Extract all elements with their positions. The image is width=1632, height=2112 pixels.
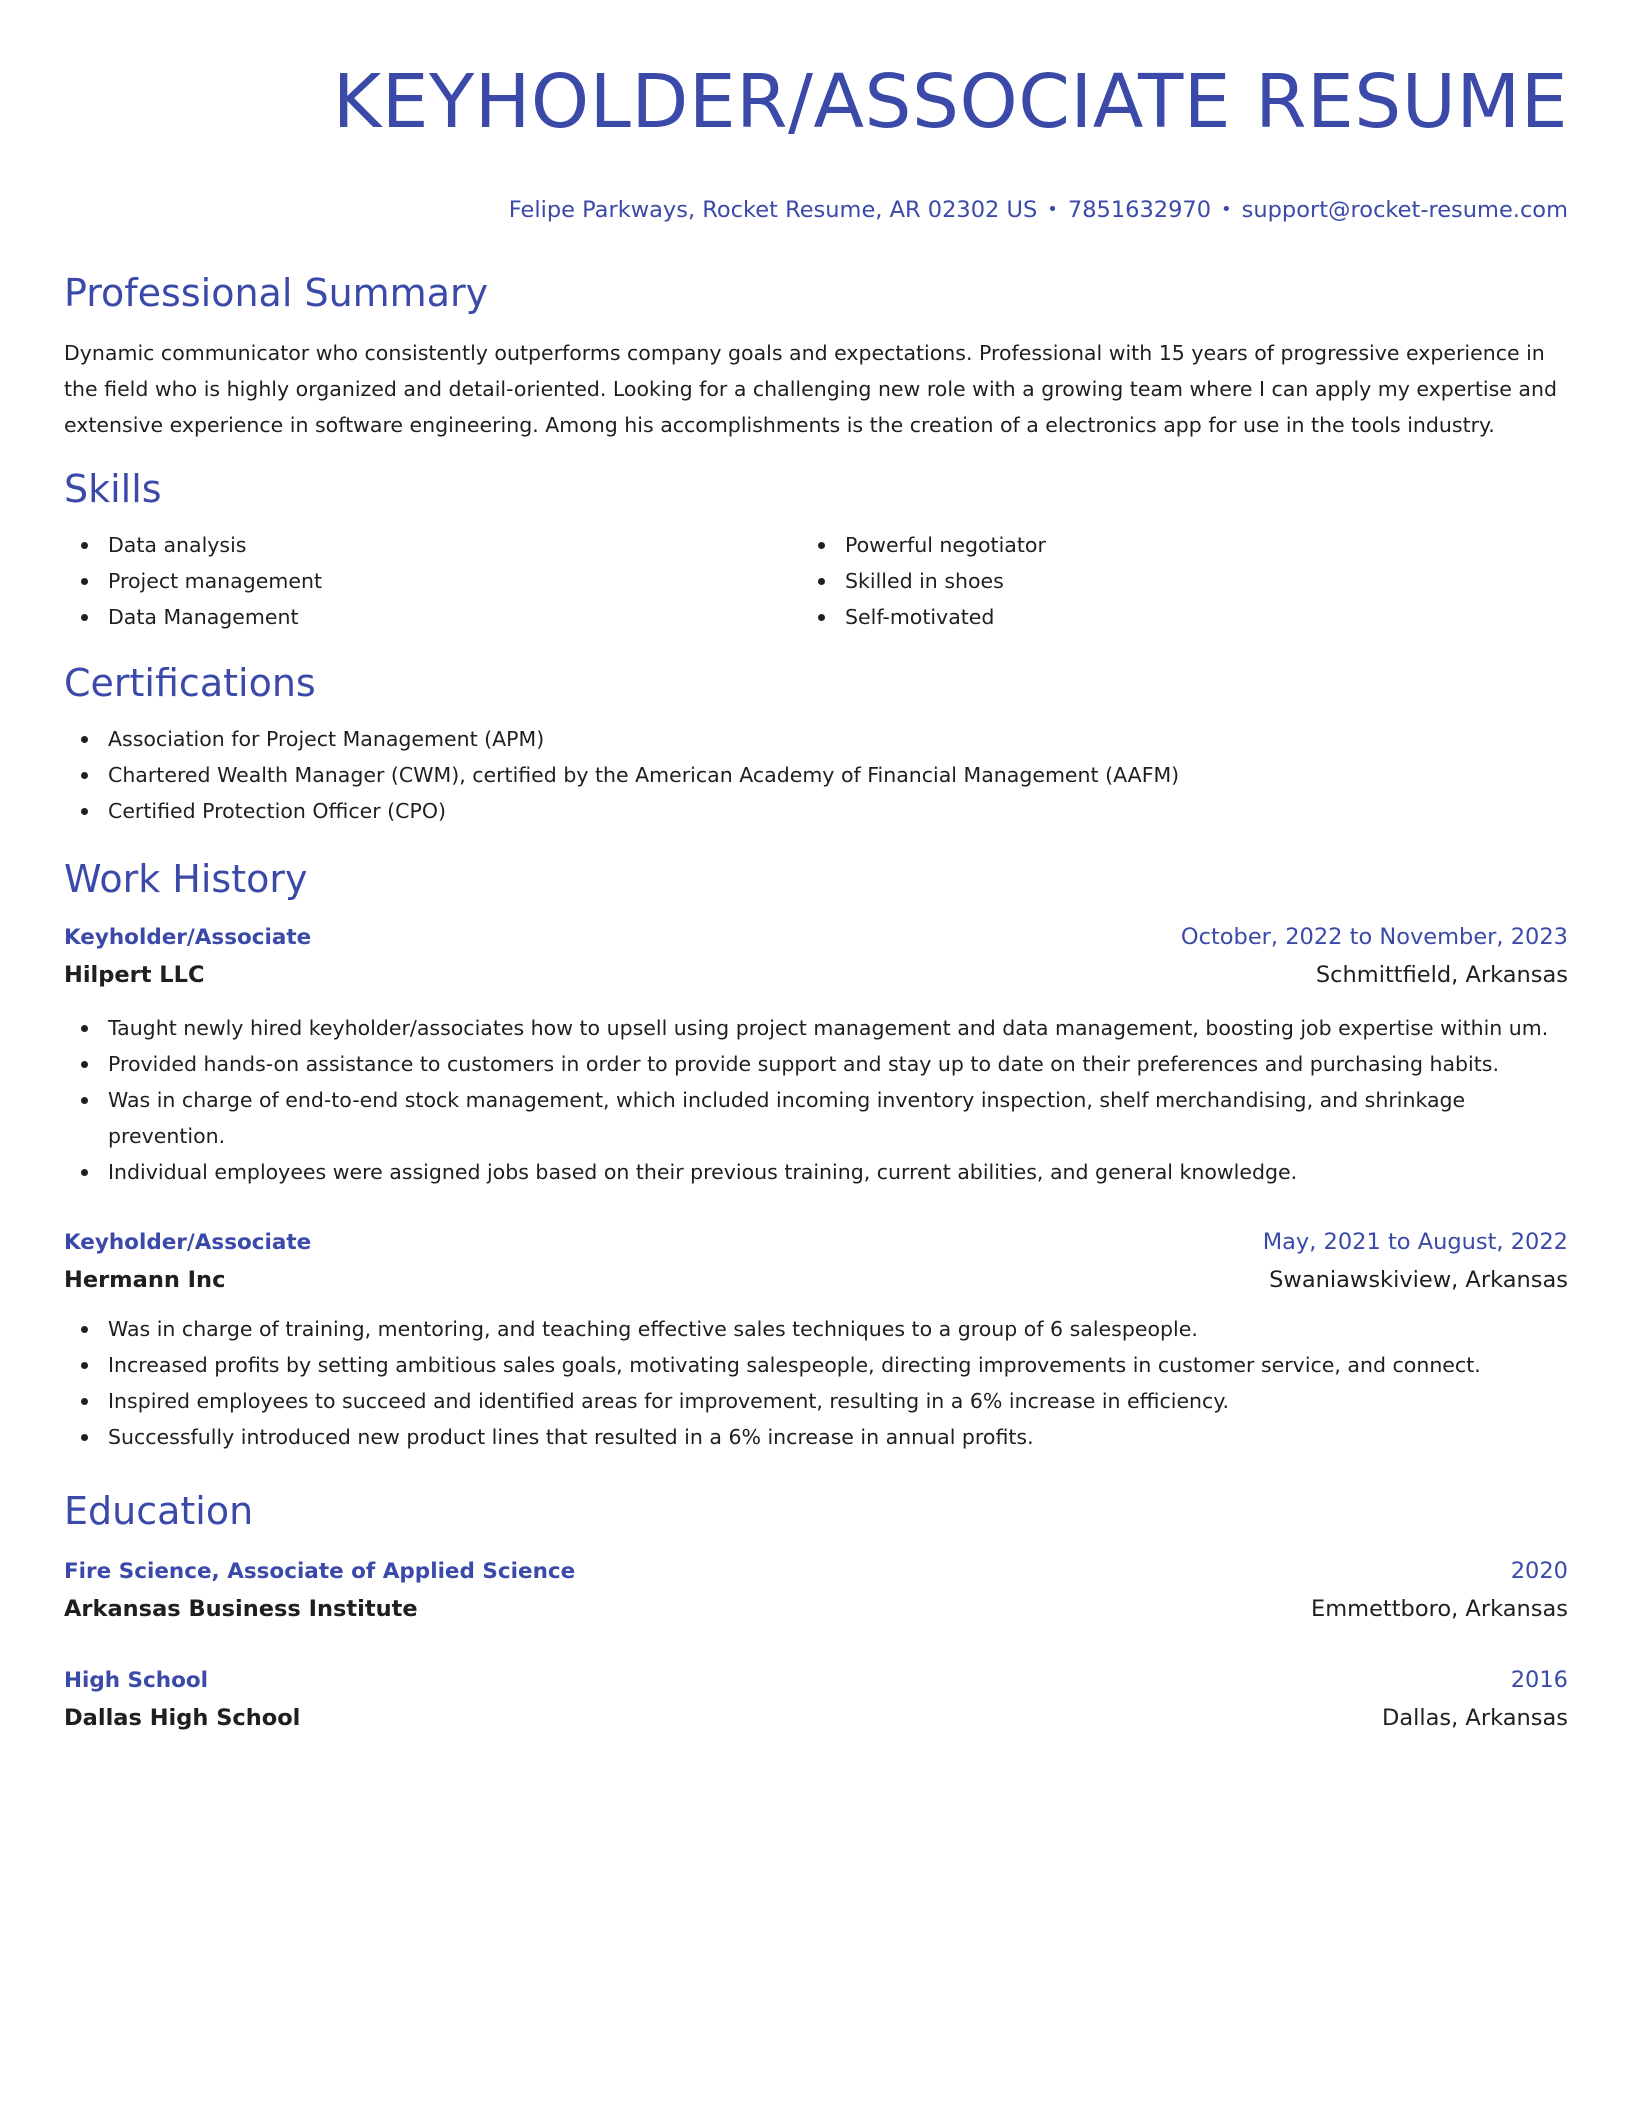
- job-header-row: [64, 1224, 1568, 1261]
- job-bullet-list: [64, 1311, 1568, 1455]
- job-company: Hermann Inc: [64, 1267, 226, 1293]
- contact-separator: •: [1047, 199, 1058, 220]
- job-dates: October, 2022 to November, 2023: [1180, 924, 1568, 950]
- job-dates: May, 2021 to August, 2022: [1262, 1229, 1568, 1255]
- certification-item: Association for Project Management (APM): [64, 721, 1568, 757]
- education-location: Emmettboro, Arkansas: [1311, 1596, 1568, 1622]
- education-entry: [64, 1553, 1568, 1628]
- section-title-education: Education: [64, 1489, 254, 1533]
- education-entry: [64, 1662, 1568, 1737]
- section-title-professional-summary: Professional Summary: [64, 271, 489, 315]
- job-location: Swaniawskiview, Arkansas: [1269, 1267, 1568, 1293]
- education-header-row: [64, 1553, 1568, 1590]
- skills-list-right: [801, 527, 1568, 635]
- job-role: Keyholder/Associate: [64, 1230, 312, 1255]
- education-header-row: [64, 1662, 1568, 1699]
- education-school: Dallas High School: [64, 1705, 301, 1731]
- job-location: Schmittfield, Arkansas: [1315, 962, 1568, 988]
- contact-line: [64, 195, 1568, 225]
- section-title-work-history: Work History: [64, 857, 308, 901]
- job-bullet: Was in charge of training, mentoring, and teaching effective sales techniques to a group of 6 salespeople.: [64, 1311, 1568, 1347]
- job-bullet: Successfully introduced new product lines that resulted in a 6% increase in annual profits.: [64, 1419, 1568, 1455]
- education-year: 2016: [1510, 1667, 1568, 1693]
- education-degree: High School: [64, 1668, 208, 1693]
- section-title-skills: Skills: [64, 467, 162, 511]
- education-location: Dallas, Arkansas: [1382, 1705, 1568, 1731]
- resume-header: [64, 56, 1568, 225]
- job-entry: [64, 919, 1568, 1190]
- skills-list-left: [64, 527, 801, 635]
- certification-item: Chartered Wealth Manager (CWM), certified by the American Academy of Financial Management (AAFM): [64, 757, 1568, 793]
- skill-item: Data Management: [64, 599, 801, 635]
- contact-phone: 7851632970: [1067, 197, 1212, 223]
- job-bullet: Inspired employees to succeed and identified areas for improvement, resulting in a 6% increase in efficiency.: [64, 1383, 1568, 1419]
- skills-grid: [64, 527, 1568, 635]
- skill-item: Self-motivated: [801, 599, 1568, 635]
- certification-item: Certified Protection Officer (CPO): [64, 793, 1568, 829]
- job-bullet-list: [64, 1010, 1568, 1190]
- job-company-row: [64, 956, 1568, 994]
- job-entry: [64, 1224, 1568, 1455]
- contact-address: Felipe Parkways, Rocket Resume, AR 02302 US: [508, 197, 1038, 223]
- section-title-certifications: Certifications: [64, 661, 316, 705]
- skill-item: Project management: [64, 563, 801, 599]
- education-school: Arkansas Business Institute: [64, 1596, 418, 1622]
- certifications-list: [64, 721, 1568, 829]
- education-school-row: [64, 1699, 1568, 1737]
- resume-title: KEYHOLDER/ASSOCIATE RESUME: [332, 59, 1568, 145]
- job-bullet: Provided hands-on assistance to customers in order to provide support and stay up to date on their preferences and purchasing habits.: [64, 1046, 1568, 1082]
- job-company: Hilpert LLC: [64, 962, 205, 988]
- job-role: Keyholder/Associate: [64, 925, 312, 950]
- education-year: 2020: [1510, 1558, 1568, 1584]
- job-bullet: Taught newly hired keyholder/associates how to upsell using project management and data management, boosting job expertise within um.: [64, 1010, 1568, 1046]
- skill-item: Powerful negotiator: [801, 527, 1568, 563]
- skill-item: Data analysis: [64, 527, 801, 563]
- job-bullet: Individual employees were assigned jobs based on their previous training, current abilities, and general knowledge.: [64, 1154, 1568, 1190]
- education-degree: Fire Science, Associate of Applied Science: [64, 1559, 576, 1584]
- contact-email: support@rocket-resume.com: [1241, 197, 1568, 223]
- job-bullet: Increased profits by setting ambitious sales goals, motivating salespeople, directing improvements in customer service, and connect.: [64, 1347, 1568, 1383]
- summary-text: Dynamic communicator who consistently outperforms company goals and expectations. Professional with 15 years of progressive experience in the field who is highly organized and detail-oriented. Looking for a challenging new role with a growing team where I can apply my expertise and extensive experience in software engineering. Among his accomplishments is the creation of a electronics app for use in the tools industry.: [64, 341, 1557, 437]
- skill-item: Skilled in shoes: [801, 563, 1568, 599]
- job-header-row: [64, 919, 1568, 956]
- contact-separator: •: [1221, 199, 1232, 220]
- job-bullet: Was in charge of end-to-end stock management, which included incoming inventory inspection, shelf merchandising, and shrinkage prevention.: [64, 1082, 1568, 1154]
- education-school-row: [64, 1590, 1568, 1628]
- job-company-row: [64, 1261, 1568, 1299]
